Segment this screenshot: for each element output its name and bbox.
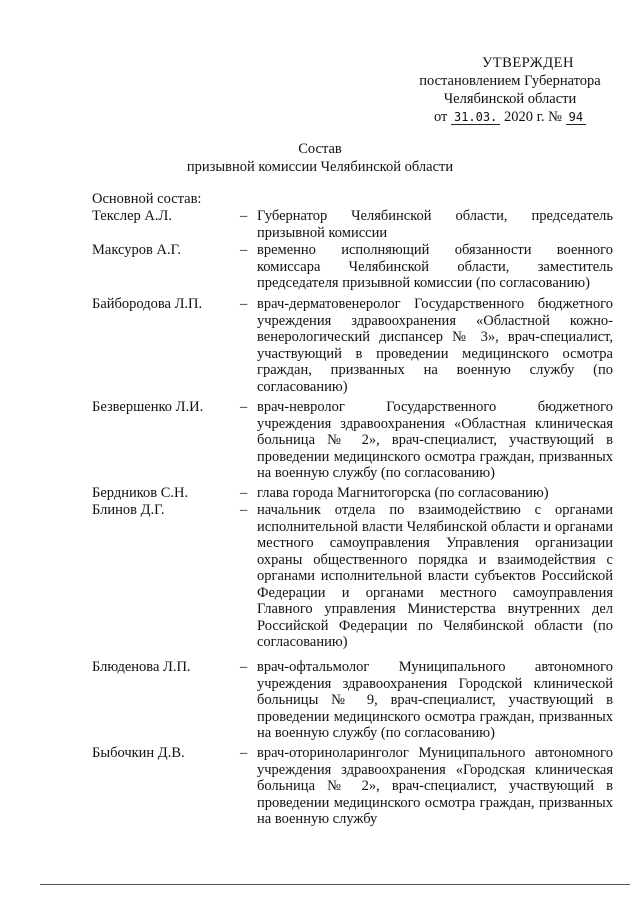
- approved-heading: УТВЕРЖДЕН: [482, 55, 574, 71]
- approval-line-region: Челябинской области: [443, 91, 577, 107]
- member-name: Безвершенко Л.И.: [92, 399, 204, 415]
- member-role: Губернатор Челябинской области, председатель призывной комиссии: [257, 208, 613, 241]
- member-role: врач-оториноларинголог Муниципального автономного учреждения здравоохранения «Городская клиническая больница № 2», врач-специалист, участвующий в проведении медицинского осмотра граждан, призванных на военную службу: [257, 745, 613, 827]
- member-role: врач-дерматовенеролог Государственного бюджетного учреждения здравоохранения «Областной кожно-венерологический диспансер № 3», врач-специалист, участвующий в проведении медицинского осмотра граждан, призванных на военную службу (по согласованию): [257, 296, 613, 395]
- member-dash: –: [240, 745, 248, 761]
- member-name: Блюденова Л.П.: [92, 659, 191, 675]
- member-dash: –: [240, 485, 248, 501]
- member-name: Бердников С.Н.: [92, 485, 189, 501]
- member-role: врач-невролог Государственного бюджетного учреждения здравоохранения «Областная клиническая больница № 2», врач-специалист, участвующий в проведении медицинского осмотра граждан, призванных на военную службу (по согласованию): [257, 399, 613, 481]
- document-subtitle: призывной комиссии Челябинской области: [186, 159, 454, 175]
- section-label: Основной состав:: [92, 191, 202, 207]
- approval-date-line: [400, 108, 620, 126]
- document-number: 94: [566, 110, 586, 125]
- document-title: Состав: [298, 141, 342, 157]
- member-dash: –: [240, 399, 248, 415]
- member-name: Быбочкин Д.В.: [92, 745, 185, 761]
- date-prefix: от: [433, 109, 448, 125]
- member-role: врач-офтальмолог Муниципального автономного учреждения здравоохранения Городской клинической больницы № 9, врач-специалист, участвующий в проведении медицинского осмотра граждан, призванных на военную службу (по согласованию): [257, 659, 613, 741]
- approval-stamp-block: [400, 54, 620, 126]
- member-dash: –: [240, 659, 248, 675]
- member-dash: –: [240, 208, 248, 224]
- member-name: Байбородова Л.П.: [92, 296, 203, 312]
- member-name: Максуров А.Г.: [92, 242, 181, 258]
- member-dash: –: [240, 502, 248, 518]
- member-name: Блинов Д.Г.: [92, 502, 165, 518]
- approval-line-governor: постановлением Губернатора: [419, 73, 601, 89]
- page-bottom-rule: [40, 884, 630, 885]
- date-year: 2020 г. №: [503, 109, 562, 125]
- member-role: глава города Магнитогорска (по согласованию): [257, 485, 549, 501]
- member-dash: –: [240, 296, 248, 312]
- member-role: начальник отдела по взаимодействию с органами исполнительной власти Челябинской области и органами местного самоуправления Управления организации охраны общественного порядка и взаимодействия с органами исполнительной власти субъектов Российской Федерации и органами местного самоуправления Главного управления Министерства внутренних дел Российской Федерации по Челябинской области (по согласованию): [257, 502, 613, 650]
- member-name: Текслер А.Л.: [92, 208, 172, 224]
- member-role: временно исполняющий обязанности военного комиссара Челябинской области, заместитель председателя призывной комиссии (по согласованию): [257, 242, 613, 291]
- date-day: 31.03.: [451, 110, 500, 125]
- member-dash: –: [240, 242, 248, 258]
